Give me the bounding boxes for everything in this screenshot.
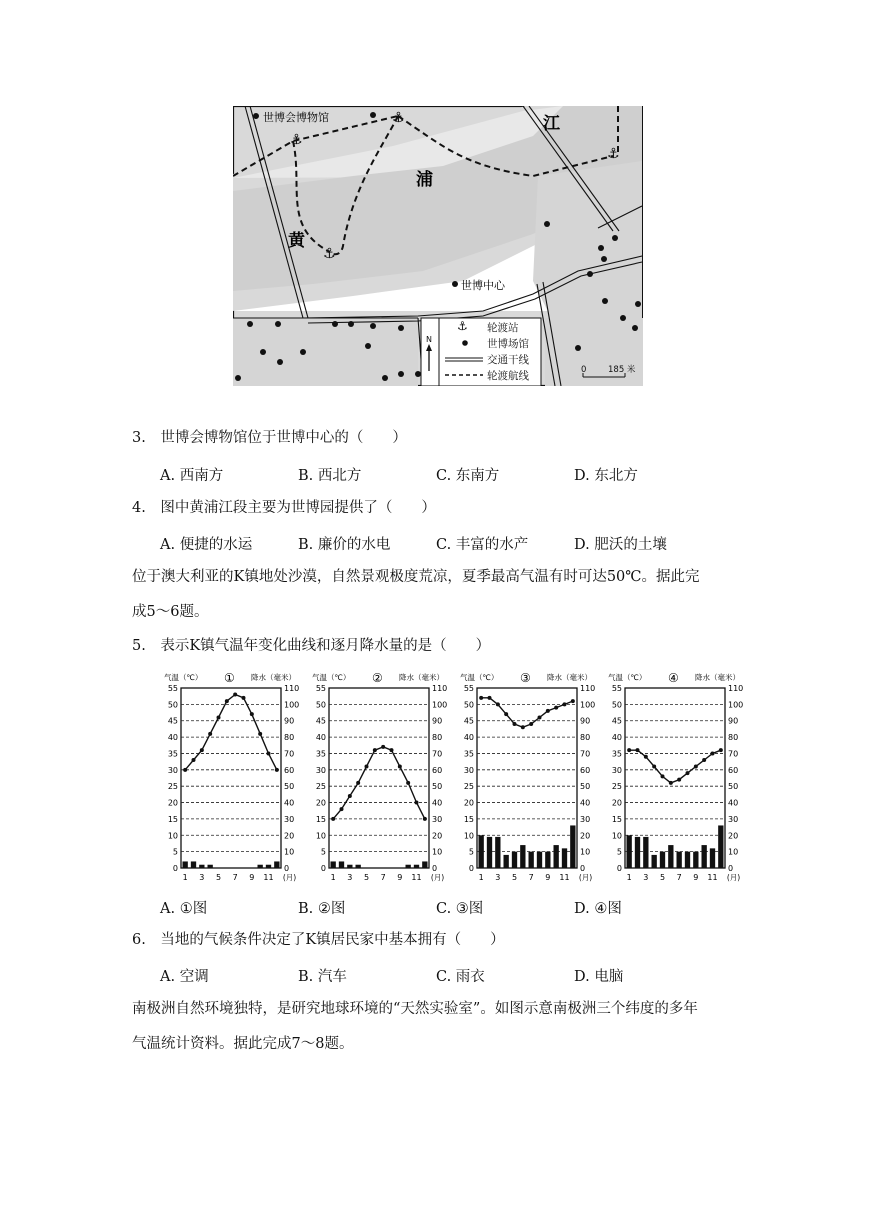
svg-text:0: 0 bbox=[581, 365, 587, 375]
legend-ferry-route: 轮渡航线 bbox=[487, 370, 529, 382]
chart-3-precip-bar bbox=[487, 837, 492, 868]
chart-4-temp-point bbox=[627, 748, 631, 752]
chart-4-ytick: 20 bbox=[611, 798, 622, 808]
chart-3-ytick: 45 bbox=[463, 716, 474, 726]
question-5-stem: 5. 表示K镇气温年变化曲线和逐月降水量的是（ ） bbox=[132, 638, 491, 654]
q3-option-d: D. 东北方 bbox=[574, 468, 638, 484]
antarctica-passage-line-1: 南极洲自然环境独特，是研究地球环境的“天然实验室”。如图示意南极洲三个纬度的多年 bbox=[132, 1001, 698, 1017]
chart-2-y2tick: 0 bbox=[432, 864, 438, 873]
chart-1-temp-point bbox=[208, 732, 212, 736]
chart-4-ytick: 25 bbox=[611, 782, 622, 792]
chart-4-precip-bar bbox=[643, 837, 648, 868]
chart-4-ytick: 55 bbox=[611, 684, 622, 693]
chart-4-precip-bar bbox=[718, 825, 723, 868]
q4-option-d: D. 肥沃的土壤 bbox=[574, 537, 667, 553]
ferry-anchor-icon: ⚓ bbox=[607, 146, 620, 162]
chart-2-y2tick: 80 bbox=[432, 733, 443, 743]
chart-1-precip-bar bbox=[266, 865, 271, 868]
chart-1-y2tick: 60 bbox=[284, 765, 295, 775]
q4-option-c: C. 丰富的水产 bbox=[436, 537, 529, 553]
chart-3-title: ③ bbox=[520, 671, 531, 685]
chart-1-frame bbox=[181, 688, 281, 868]
chart-4-temp-point bbox=[719, 748, 723, 752]
chart-4-ylabel: 气温（℃） bbox=[608, 673, 647, 682]
anchor-legend-icon: ⚓ bbox=[457, 319, 468, 333]
chart-1-precip-bar bbox=[274, 861, 279, 868]
chart-4-ytick: 45 bbox=[611, 716, 622, 726]
chart-1-y2tick: 80 bbox=[284, 733, 295, 743]
antarctica-passage-line-2: 气温统计资料。据此完成7～8题。 bbox=[132, 1036, 354, 1052]
chart-1-xlabel: (月) bbox=[282, 873, 297, 882]
chart-1-ytick: 35 bbox=[167, 749, 178, 759]
chart-3-ytick: 15 bbox=[463, 814, 474, 824]
chart-4-y2tick: 30 bbox=[728, 814, 739, 824]
chart-1-temp-line bbox=[185, 695, 277, 770]
chart-1-ytick: 15 bbox=[167, 814, 178, 824]
legend-main-road: 交通干线 bbox=[487, 354, 529, 366]
q4-option-b: B. 廉价的水电 bbox=[298, 537, 391, 553]
chart-3-ytick: 20 bbox=[463, 798, 474, 808]
chart-1-ytick: 0 bbox=[172, 864, 178, 873]
ferry-anchor-icon: ⚓ bbox=[392, 110, 405, 126]
chart-4-y2label: 降水（毫米） bbox=[695, 673, 740, 682]
chart-4-temp-point bbox=[644, 755, 648, 759]
chart-2-ytick: 35 bbox=[315, 749, 326, 759]
chart-3-precip-bar bbox=[562, 848, 567, 868]
q6-option-a: A. 空调 bbox=[160, 969, 209, 985]
chart-3-y2tick: 30 bbox=[580, 814, 591, 824]
chart-4-y2tick: 0 bbox=[728, 864, 734, 873]
question-3-stem: 3. 世博会博物馆位于世博中心的（ ） bbox=[132, 430, 407, 446]
chart-1-ylabel: 气温（℃） bbox=[164, 673, 203, 682]
chart-1-temp-point bbox=[275, 768, 279, 772]
chart-3-precip-bar bbox=[520, 845, 525, 868]
chart-3-ytick: 30 bbox=[463, 765, 474, 775]
chart-1-y2tick: 40 bbox=[284, 798, 295, 808]
chart-2-temp-point bbox=[356, 781, 360, 785]
chart-3-precip-bar bbox=[504, 855, 509, 868]
chart-2-ytick: 55 bbox=[315, 684, 326, 693]
chart-1-ytick: 20 bbox=[167, 798, 178, 808]
chart-2-temp-line bbox=[333, 747, 425, 819]
chart-4-xtick: 5 bbox=[659, 873, 666, 882]
chart-2-temp-point bbox=[406, 781, 410, 785]
chart-4-temp-point bbox=[677, 778, 681, 782]
chart-1-xtick: 11 bbox=[263, 873, 274, 882]
chart-2-ytick: 50 bbox=[315, 700, 326, 710]
chart-2-xtick: 9 bbox=[397, 873, 403, 882]
question-4-stem: 4. 图中黄浦江段主要为世博园提供了（ ） bbox=[132, 500, 436, 516]
chart-2-temp-point bbox=[373, 748, 377, 752]
chart-3-temp-line bbox=[481, 698, 573, 728]
chart-4-ytick: 0 bbox=[616, 864, 622, 873]
chart-3-ytick: 50 bbox=[463, 700, 474, 710]
chart-4-precip-bar bbox=[635, 837, 640, 868]
chart-4-temp-point bbox=[686, 771, 690, 775]
chart-2-temp-point bbox=[398, 765, 402, 769]
chart-2-ytick: 45 bbox=[315, 716, 326, 726]
chart-4-title: ④ bbox=[668, 671, 679, 685]
chart-1-temp-point bbox=[233, 693, 237, 697]
chart-1-temp-point bbox=[217, 715, 221, 719]
chart-2-xtick: 5 bbox=[363, 873, 370, 882]
chart-1-ytick: 25 bbox=[167, 782, 178, 792]
chart-1-precip-bar bbox=[199, 865, 204, 868]
chart-2-ytick: 20 bbox=[315, 798, 326, 808]
chart-4-temp-point bbox=[694, 765, 698, 769]
chart-3-temp-point bbox=[546, 709, 550, 713]
chart-2-ylabel: 气温（℃） bbox=[312, 673, 351, 682]
chart-2-frame bbox=[329, 688, 429, 868]
chart-2-temp-point bbox=[381, 745, 385, 749]
chart-1-xtick: 1 bbox=[182, 873, 188, 882]
chart-4-xtick: 9 bbox=[693, 873, 699, 882]
chart-3-xtick: 3 bbox=[495, 873, 501, 882]
chart-2-y2tick: 60 bbox=[432, 765, 443, 775]
chart-4-xtick: 11 bbox=[707, 873, 718, 882]
k-town-passage-line-1: 位于澳大利亚的K镇地处沙漠，自然景观极度荒凉，夏季最高气温有时可达50℃。据此完 bbox=[132, 569, 700, 585]
chart-2-precip-bar bbox=[406, 865, 411, 868]
chart-2-ytick: 0 bbox=[320, 864, 326, 873]
chart-4-ytick: 10 bbox=[611, 831, 622, 841]
q5-option-d: D. ④图 bbox=[574, 901, 622, 917]
chart-2-ytick: 25 bbox=[315, 782, 326, 792]
chart-2-y2tick: 100 bbox=[432, 700, 448, 710]
chart-4-y2tick: 110 bbox=[728, 684, 744, 693]
chart-2-xtick: 7 bbox=[380, 873, 386, 882]
question-6-stem: 6. 当地的气候条件决定了K镇居民家中基本拥有（ ） bbox=[132, 932, 505, 948]
chart-1-ytick: 10 bbox=[167, 831, 178, 841]
q3-option-b: B. 西北方 bbox=[298, 468, 362, 484]
chart-1-temp-point bbox=[242, 696, 246, 700]
chart-3-precip-bar bbox=[537, 852, 542, 868]
chart-1-precip-bar bbox=[258, 865, 263, 868]
chart-1-ytick: 40 bbox=[167, 733, 178, 743]
chart-4-xlabel: (月) bbox=[726, 873, 741, 882]
chart-2-y2tick: 110 bbox=[432, 684, 448, 693]
chart-4-precip-bar bbox=[660, 852, 665, 868]
legend-venue: 世博场馆 bbox=[487, 338, 529, 350]
chart-4-y2tick: 50 bbox=[728, 782, 739, 792]
chart-2-xtick: 3 bbox=[347, 873, 353, 882]
chart-3-temp-point bbox=[513, 722, 517, 726]
chart-1-temp-point bbox=[258, 732, 262, 736]
chart-3-y2tick: 60 bbox=[580, 765, 591, 775]
chart-4-y2tick: 20 bbox=[728, 831, 739, 841]
chart-2-temp-point bbox=[340, 807, 344, 811]
chart-4-temp-point bbox=[711, 751, 715, 755]
q6-option-b: B. 汽车 bbox=[298, 969, 347, 985]
chart-3-y2tick: 100 bbox=[580, 700, 596, 710]
q6-option-d: D. 电脑 bbox=[574, 969, 624, 985]
chart-1-temp-point bbox=[183, 768, 187, 772]
chart-3-temp-point bbox=[571, 699, 575, 703]
chart-4-precip-bar bbox=[627, 835, 632, 868]
chart-1-ytick: 55 bbox=[167, 684, 178, 693]
chart-2-y2tick: 50 bbox=[432, 782, 443, 792]
chart-1-title: ① bbox=[224, 671, 235, 685]
chart-2-xtick: 1 bbox=[330, 873, 336, 882]
chart-4-y2tick: 60 bbox=[728, 765, 739, 775]
chart-2-temp-point bbox=[365, 765, 369, 769]
chart-4-y2tick: 90 bbox=[728, 716, 739, 726]
chart-2-precip-bar bbox=[356, 865, 361, 868]
chart-3-temp-point bbox=[504, 712, 508, 716]
chart-4-xtick: 3 bbox=[643, 873, 649, 882]
north-label: N bbox=[426, 335, 432, 344]
chart-3-temp-point bbox=[521, 725, 525, 729]
chart-4-temp-point bbox=[636, 748, 640, 752]
chart-3-y2tick: 90 bbox=[580, 716, 591, 726]
chart-4-precip-bar bbox=[693, 852, 698, 868]
chart-4-temp-line bbox=[629, 750, 721, 783]
chart-3-ytick: 5 bbox=[468, 847, 474, 857]
chart-4-precip-bar bbox=[702, 845, 707, 868]
river-char-pu: 浦 bbox=[416, 170, 433, 190]
chart-3-y2tick: 70 bbox=[580, 749, 591, 759]
chart-4-ytick: 30 bbox=[611, 765, 622, 775]
chart-3-precip-bar bbox=[545, 852, 550, 868]
chart-4-y2tick: 10 bbox=[728, 847, 739, 857]
chart-3-ytick: 40 bbox=[463, 733, 474, 743]
chart-1-xtick: 7 bbox=[232, 873, 238, 882]
chart-3-temp-point bbox=[479, 696, 483, 700]
chart-3-y2tick: 20 bbox=[580, 831, 591, 841]
q5-option-c: C. ③图 bbox=[436, 901, 484, 917]
chart-3-xtick: 1 bbox=[478, 873, 484, 882]
chart-1-temp-point bbox=[225, 699, 229, 703]
museum-label: 世博会博物馆 bbox=[263, 111, 329, 124]
chart-1-temp-point bbox=[200, 748, 204, 752]
chart-2-ytick: 10 bbox=[315, 831, 326, 841]
q3-option-a: A. 西南方 bbox=[160, 468, 224, 484]
chart-2-temp-point bbox=[415, 801, 419, 805]
chart-1-ytick: 5 bbox=[172, 847, 178, 857]
k-town-passage-line-2: 成5～6题。 bbox=[132, 604, 209, 620]
chart-3-temp-point bbox=[496, 702, 500, 706]
chart-2-y2tick: 90 bbox=[432, 716, 443, 726]
chart-4-xtick: 7 bbox=[676, 873, 682, 882]
chart-2-y2tick: 10 bbox=[432, 847, 443, 857]
chart-2-precip-bar bbox=[339, 861, 344, 868]
center-label: 世博中心 bbox=[461, 279, 505, 292]
chart-1-xtick: 5 bbox=[215, 873, 222, 882]
chart-3-ytick: 35 bbox=[463, 749, 474, 759]
chart-4-y2tick: 70 bbox=[728, 749, 739, 759]
chart-3-xlabel: (月) bbox=[578, 873, 593, 882]
chart-1-precip-bar bbox=[208, 865, 213, 868]
chart-3-temp-point bbox=[529, 722, 533, 726]
chart-4-y2tick: 40 bbox=[728, 798, 739, 808]
chart-2-ytick: 5 bbox=[320, 847, 326, 857]
chart-3-temp-point bbox=[488, 696, 492, 700]
chart-2-xtick: 11 bbox=[411, 873, 422, 882]
chart-3-y2tick: 110 bbox=[580, 684, 596, 693]
ferry-anchor-icon: ⚓ bbox=[290, 132, 303, 148]
chart-3-precip-bar bbox=[495, 837, 500, 868]
chart-2-precip-bar bbox=[422, 861, 427, 868]
chart-4-precip-bar bbox=[668, 845, 673, 868]
chart-4-ytick: 50 bbox=[611, 700, 622, 710]
svg-text:185 米: 185 米 bbox=[608, 365, 636, 375]
chart-2-xlabel: (月) bbox=[430, 873, 445, 882]
chart-2-temp-point bbox=[390, 748, 394, 752]
chart-1-y2tick: 90 bbox=[284, 716, 295, 726]
q6-option-c: C. 雨衣 bbox=[436, 969, 485, 985]
chart-1-precip-bar bbox=[191, 861, 196, 868]
chart-1-y2tick: 0 bbox=[284, 864, 290, 873]
chart-1-temp-point bbox=[192, 758, 196, 762]
chart-1-ytick: 30 bbox=[167, 765, 178, 775]
q4-option-a: A. 便捷的水运 bbox=[160, 537, 253, 553]
chart-3-ytick: 0 bbox=[468, 864, 474, 873]
chart-3-xtick: 7 bbox=[528, 873, 534, 882]
chart-2-ytick: 15 bbox=[315, 814, 326, 824]
chart-2-y2tick: 70 bbox=[432, 749, 443, 759]
chart-4-temp-point bbox=[702, 758, 706, 762]
chart-3-precip-bar bbox=[512, 852, 517, 868]
chart-3-xtick: 5 bbox=[511, 873, 518, 882]
chart-2-ytick: 40 bbox=[315, 733, 326, 743]
chart-1-y2tick: 110 bbox=[284, 684, 300, 693]
chart-1-xtick: 3 bbox=[199, 873, 205, 882]
chart-4-ytick: 15 bbox=[611, 814, 622, 824]
chart-4-precip-bar bbox=[677, 852, 682, 868]
chart-3-precip-bar bbox=[570, 825, 575, 868]
chart-2-title: ② bbox=[372, 671, 383, 685]
chart-3-y2tick: 40 bbox=[580, 798, 591, 808]
chart-1-ytick: 50 bbox=[167, 700, 178, 710]
chart-2-y2tick: 30 bbox=[432, 814, 443, 824]
q3-option-c: C. 东南方 bbox=[436, 468, 500, 484]
legend-ferry-station: 轮渡站 bbox=[487, 322, 519, 334]
expo-map bbox=[233, 106, 643, 386]
chart-3-ytick: 25 bbox=[463, 782, 474, 792]
chart-2-ytick: 30 bbox=[315, 765, 326, 775]
chart-3-ytick: 55 bbox=[463, 684, 474, 693]
chart-4-ytick: 5 bbox=[616, 847, 622, 857]
chart-2-y2tick: 40 bbox=[432, 798, 443, 808]
chart-1-y2tick: 100 bbox=[284, 700, 300, 710]
chart-4-y2tick: 80 bbox=[728, 733, 739, 743]
chart-2-y2label: 降水（毫米） bbox=[399, 673, 444, 682]
chart-1-y2tick: 20 bbox=[284, 831, 295, 841]
chart-1-temp-point bbox=[267, 751, 271, 755]
chart-3-temp-point bbox=[538, 715, 542, 719]
river-char-huang: 黄 bbox=[288, 231, 305, 251]
chart-3-ylabel: 气温（℃） bbox=[460, 673, 499, 682]
chart-1-y2tick: 50 bbox=[284, 782, 295, 792]
chart-3-temp-point bbox=[563, 702, 567, 706]
chart-3-y2tick: 0 bbox=[580, 864, 586, 873]
chart-3-xtick: 9 bbox=[545, 873, 551, 882]
chart-3-precip-bar bbox=[529, 852, 534, 868]
chart-1-y2label: 降水（毫米） bbox=[251, 673, 296, 682]
chart-1-xtick: 9 bbox=[249, 873, 255, 882]
chart-4-precip-bar bbox=[685, 852, 690, 868]
chart-4-ytick: 40 bbox=[611, 733, 622, 743]
chart-4-xtick: 1 bbox=[626, 873, 632, 882]
chart-2-temp-point bbox=[331, 817, 335, 821]
chart-3-y2tick: 10 bbox=[580, 847, 591, 857]
chart-1-y2tick: 70 bbox=[284, 749, 295, 759]
q5-option-a: A. ①图 bbox=[160, 901, 208, 917]
chart-3-y2tick: 80 bbox=[580, 733, 591, 743]
river-char-jiang: 江 bbox=[543, 114, 560, 134]
ferry-anchor-icon: ⚓ bbox=[323, 246, 336, 262]
map-legend bbox=[421, 318, 541, 386]
chart-4-temp-point bbox=[669, 781, 673, 785]
chart-3-precip-bar bbox=[479, 835, 484, 868]
chart-2-temp-point bbox=[423, 817, 427, 821]
chart-1-ytick: 45 bbox=[167, 716, 178, 726]
chart-4-y2tick: 100 bbox=[728, 700, 744, 710]
climate-charts bbox=[158, 668, 750, 888]
chart-4-precip-bar bbox=[652, 855, 657, 868]
chart-3-y2label: 降水（毫米） bbox=[547, 673, 592, 682]
chart-1-y2tick: 10 bbox=[284, 847, 295, 857]
q5-option-b: B. ②图 bbox=[298, 901, 346, 917]
chart-3-y2tick: 50 bbox=[580, 782, 591, 792]
chart-4-temp-point bbox=[661, 774, 665, 778]
chart-3-temp-point bbox=[554, 706, 558, 710]
chart-3-xtick: 11 bbox=[559, 873, 570, 882]
chart-3-precip-bar bbox=[554, 845, 559, 868]
chart-1-y2tick: 30 bbox=[284, 814, 295, 824]
chart-1-precip-bar bbox=[183, 861, 188, 868]
chart-1-temp-point bbox=[250, 712, 254, 716]
chart-4-precip-bar bbox=[710, 848, 715, 868]
chart-3-ytick: 10 bbox=[463, 831, 474, 841]
chart-2-precip-bar bbox=[347, 865, 352, 868]
chart-2-temp-point bbox=[348, 794, 352, 798]
chart-4-temp-point bbox=[652, 765, 656, 769]
chart-2-precip-bar bbox=[331, 861, 336, 868]
chart-2-precip-bar bbox=[414, 865, 419, 868]
chart-4-ytick: 35 bbox=[611, 749, 622, 759]
chart-2-y2tick: 20 bbox=[432, 831, 443, 841]
